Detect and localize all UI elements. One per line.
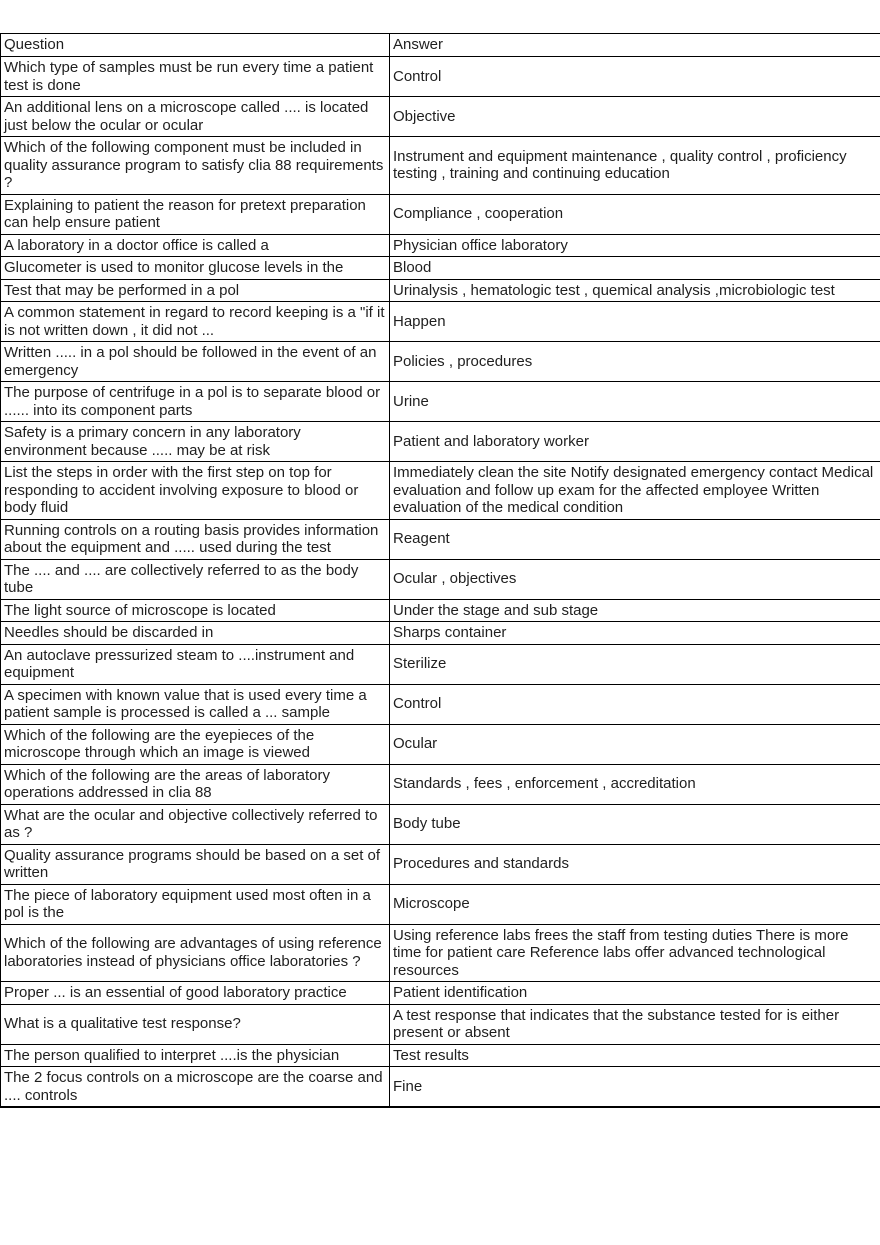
answer-cell: Urinalysis , hematologic test , quemical analysis ,microbiologic test	[390, 279, 880, 302]
table-row	[1, 382, 880, 422]
question-answer-table	[0, 33, 880, 1108]
question-cell: Which of the following are advantages of using reference laboratories instead of physicians office laboratories ?	[1, 924, 390, 982]
answer-cell: Test results	[390, 1044, 880, 1067]
question-cell: Safety is a primary concern in any laboratory environment because ..... may be at risk	[1, 422, 390, 462]
answer-cell: Objective	[390, 97, 880, 137]
table-row	[1, 684, 880, 724]
question-cell: Proper ... is an essential of good laboratory practice	[1, 982, 390, 1005]
table-row	[1, 302, 880, 342]
answer-cell: Policies , procedures	[390, 342, 880, 382]
question-cell: The purpose of centrifuge in a pol is to separate blood or ...... into its component parts	[1, 382, 390, 422]
table-body	[1, 57, 880, 1108]
table-row	[1, 924, 880, 982]
question-cell: A common statement in regard to record keeping is a "if it is not written down , it did not ...	[1, 302, 390, 342]
table-row	[1, 1067, 880, 1108]
question-cell: Which type of samples must be run every time a patient test is done	[1, 57, 390, 97]
table-row	[1, 137, 880, 195]
answer-cell: Ocular , objectives	[390, 559, 880, 599]
table-row	[1, 57, 880, 97]
table-header-row	[1, 34, 880, 57]
table-row	[1, 1044, 880, 1067]
answer-cell: Control	[390, 684, 880, 724]
answer-cell: Ocular	[390, 724, 880, 764]
answer-cell: Standards , fees , enforcement , accreditation	[390, 764, 880, 804]
answer-cell: Patient and laboratory worker	[390, 422, 880, 462]
question-cell: The piece of laboratory equipment used most often in a pol is the	[1, 884, 390, 924]
question-cell: Which of the following are the areas of laboratory operations addressed in clia 88	[1, 764, 390, 804]
question-cell: The 2 focus controls on a microscope are the coarse and .... controls	[1, 1067, 390, 1108]
table-row	[1, 519, 880, 559]
answer-cell: Patient identification	[390, 982, 880, 1005]
table-row	[1, 982, 880, 1005]
question-cell: Written ..... in a pol should be followed in the event of an emergency	[1, 342, 390, 382]
answer-cell: Fine	[390, 1067, 880, 1108]
answer-cell: Under the stage and sub stage	[390, 599, 880, 622]
question-cell: Explaining to patient the reason for pretext preparation can help ensure patient	[1, 194, 390, 234]
table-row	[1, 599, 880, 622]
answer-cell: A test response that indicates that the substance tested for is either present or absent	[390, 1004, 880, 1044]
table-row	[1, 462, 880, 520]
question-cell: A laboratory in a doctor office is called a	[1, 234, 390, 257]
question-cell: Quality assurance programs should be based on a set of written	[1, 844, 390, 884]
table-row	[1, 804, 880, 844]
question-cell: A specimen with known value that is used every time a patient sample is processed is called a ... sample	[1, 684, 390, 724]
question-cell: Glucometer is used to monitor glucose levels in the	[1, 257, 390, 280]
table-row	[1, 342, 880, 382]
answer-cell: Immediately clean the site Notify designated emergency contact Medical evaluation and follow up exam for the affected employee Written evaluation of the medical condition	[390, 462, 880, 520]
answer-column-header: Answer	[390, 34, 880, 57]
table-row	[1, 559, 880, 599]
question-cell: What is a qualitative test response?	[1, 1004, 390, 1044]
question-cell: Test that may be performed in a pol	[1, 279, 390, 302]
answer-cell: Blood	[390, 257, 880, 280]
answer-cell: Procedures and standards	[390, 844, 880, 884]
question-cell: List the steps in order with the first step on top for responding to accident involving exposure to blood or body fluid	[1, 462, 390, 520]
table-row	[1, 764, 880, 804]
answer-cell: Sterilize	[390, 644, 880, 684]
table-row	[1, 194, 880, 234]
table-row	[1, 622, 880, 645]
table-row	[1, 234, 880, 257]
answer-cell: Physician office laboratory	[390, 234, 880, 257]
table-row	[1, 1004, 880, 1044]
table-row	[1, 279, 880, 302]
question-cell: Which of the following are the eyepieces of the microscope through which an image is viewed	[1, 724, 390, 764]
answer-cell: Urine	[390, 382, 880, 422]
question-cell: An autoclave pressurized steam to ....instrument and equipment	[1, 644, 390, 684]
answer-cell: Body tube	[390, 804, 880, 844]
answer-cell: Control	[390, 57, 880, 97]
answer-cell: Instrument and equipment maintenance , quality control , proficiency testing , training and continuing education	[390, 137, 880, 195]
answer-cell: Microscope	[390, 884, 880, 924]
question-cell: What are the ocular and objective collectively referred to as ?	[1, 804, 390, 844]
table-row	[1, 97, 880, 137]
table-row	[1, 257, 880, 280]
question-cell: Needles should be discarded in	[1, 622, 390, 645]
table-row	[1, 844, 880, 884]
question-cell: The .... and .... are collectively referred to as the body tube	[1, 559, 390, 599]
question-cell: An additional lens on a microscope called .... is located just below the ocular or ocular	[1, 97, 390, 137]
question-column-header: Question	[1, 34, 390, 57]
question-cell: Which of the following component must be included in quality assurance program to satisfy clia 88 requirements ?	[1, 137, 390, 195]
table-row	[1, 422, 880, 462]
answer-cell: Compliance , cooperation	[390, 194, 880, 234]
answer-cell: Sharps container	[390, 622, 880, 645]
answer-cell: Using reference labs frees the staff from testing duties There is more time for patient care Reference labs offer advanced technological resources	[390, 924, 880, 982]
table-row	[1, 884, 880, 924]
table-row	[1, 644, 880, 684]
question-cell: The person qualified to interpret ....is the physician	[1, 1044, 390, 1067]
table-row	[1, 724, 880, 764]
answer-cell: Happen	[390, 302, 880, 342]
question-cell: Running controls on a routing basis provides information about the equipment and ..... used during the test	[1, 519, 390, 559]
answer-cell: Reagent	[390, 519, 880, 559]
question-cell: The light source of microscope is located	[1, 599, 390, 622]
